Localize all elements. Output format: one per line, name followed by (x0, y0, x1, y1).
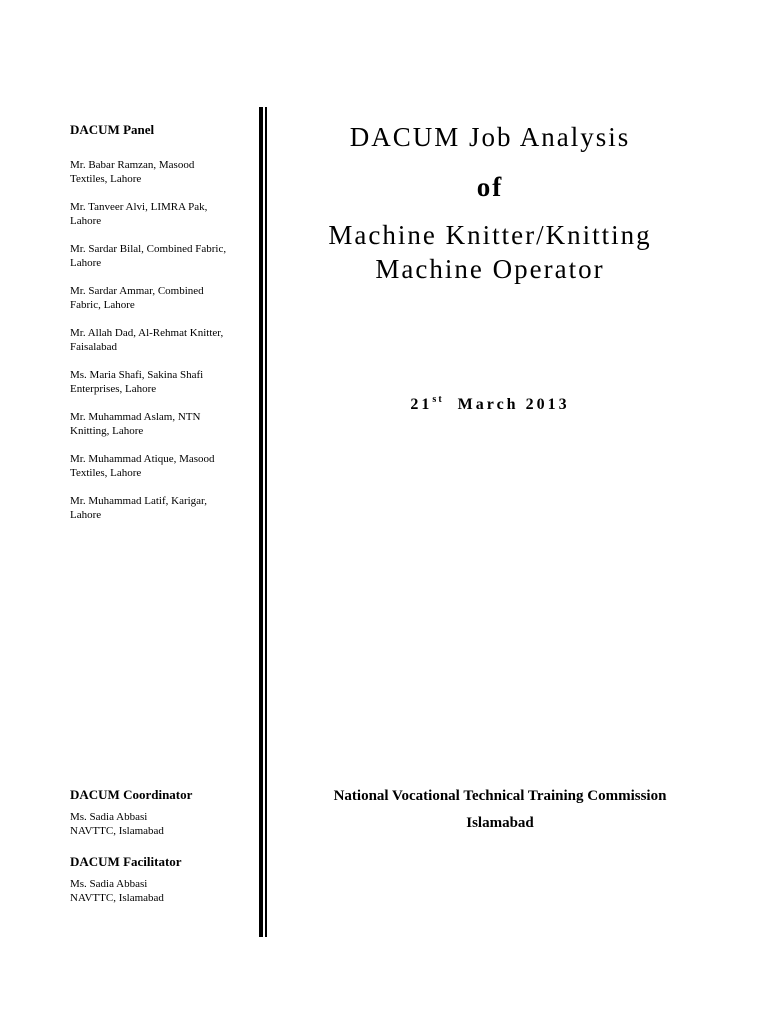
vertical-divider-thick (259, 107, 263, 937)
title-line-1: DACUM Job Analysis (349, 122, 631, 152)
panel-member: Mr. Sardar Bilal, Combined Fabric, Lahore (70, 243, 227, 269)
panel-member: Mr. Tanveer Alvi, LIMRA Pak, Lahore (70, 201, 208, 227)
facilitator-heading: DACUM Facilitator (70, 854, 182, 869)
date-day: 21 (410, 396, 433, 413)
title-line-4: Machine Operator (375, 254, 605, 284)
panel-member: Mr. Babar Ramzan, Masood Textiles, Lahore (70, 159, 195, 185)
panel-member: Mr. Muhammad Aslam, NTN Knitting, Lahore (70, 411, 201, 437)
date-suffix: st (432, 394, 444, 405)
panel-member: Mr. Sardar Ammar, Combined Fabric, Lahore (70, 285, 204, 311)
coordinator-entry: Ms. Sadia Abbasi NAVTTC, Islamabad (70, 811, 164, 837)
panel-member: Mr. Muhammad Latif, Karigar, Lahore (70, 495, 208, 521)
title-line-2: of (476, 172, 504, 202)
document-date (280, 396, 700, 414)
organization-city: Islamabad (466, 815, 534, 831)
vertical-divider-thin (265, 107, 267, 937)
title-line-3: Machine Knitter/Knitting (328, 220, 652, 250)
panel-member: Mr. Muhammad Atique, Masood Textiles, Lahore (70, 453, 215, 479)
panel-heading: DACUM Panel (70, 122, 155, 137)
panel-member: Ms. Maria Shafi, Sakina Shafi Enterprises, Lahore (70, 369, 204, 395)
facilitator-entry: Ms. Sadia Abbasi NAVTTC, Islamabad (70, 878, 164, 904)
coordinator-heading: DACUM Coordinator (70, 787, 193, 802)
date-month-year: March 2013 (457, 396, 570, 413)
organization-name: National Vocational Technical Training Commission (333, 788, 667, 804)
panel-member: Mr. Allah Dad, Al-Rehmat Knitter, Faisalabad (70, 327, 224, 353)
